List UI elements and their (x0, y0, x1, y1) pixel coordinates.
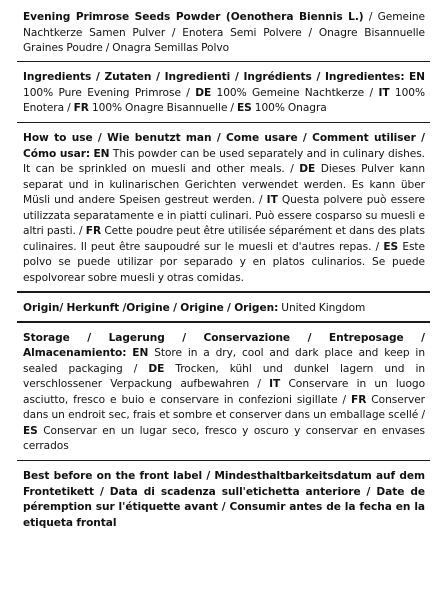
product-name-latin: Evening Primrose Seeds Powder (Oenothera Biennis L.) (23, 11, 364, 23)
storage-heading: Storage / Lagerung / Conservazione / Entreposage / Almacenamiento: (23, 331, 425, 359)
lang-code-es: ES (383, 240, 399, 253)
lang-code-en: EN (132, 347, 149, 359)
lang-code-de: DE (148, 362, 165, 375)
usage-it: Questa polvere può essere utilizzata separatamente e in piatti culinari. Può essere cosparso su muesli e altri pasti. / (23, 194, 425, 237)
lang-code-it: IT (266, 194, 278, 206)
best-before-text: Best before on the front label / Mindesthaltbarkeitsdatum auf dem Frontetikett / Data di scadenza sull'etichetta anteriore / Date de péremption sur l'étiquette avant / Consumir antes de la fecha en la etiqueta frontal (23, 470, 425, 529)
lang-code-it: IT (378, 86, 390, 99)
storage-fr: Conserver dans un endroit sec, frais et sombre et conserver dans un emballage scellé / (23, 393, 425, 421)
ingredients-es: 100% Onagra (251, 102, 327, 114)
best-before-section (8, 461, 439, 536)
product-name-section (8, 6, 439, 61)
lang-code-it: IT (269, 378, 281, 390)
lang-code-en: EN (93, 147, 110, 160)
origin-section (8, 293, 439, 322)
ingredients-de: 100% Gemeine Nachtkerze / (211, 86, 379, 99)
lang-code-de: DE (299, 163, 316, 175)
storage-de: Trocken, kühl und dunkel lagern und in verschlossener Verpackung aufbewahren / (23, 362, 426, 390)
lang-code-es: ES (236, 102, 252, 114)
usage-en: This powder can be used separately and in culinary dishes. It can be sprinkled on muesli and other meals. / (23, 147, 425, 175)
usage-fr: Cette poudre peut être utilisée séparément et dans des plats culinaires. Il peut être saupoudré sur le muesli et d'autres repas. / (23, 225, 426, 253)
product-label (8, 6, 439, 536)
origin-value: United Kingdom (278, 301, 366, 314)
origin-heading: Origin/ Herkunft /Origine / Origine / Origen: (23, 301, 279, 314)
lang-code-de: DE (195, 86, 212, 99)
lang-code-en: EN (408, 71, 425, 83)
lang-code-es: ES (23, 424, 38, 437)
storage-es: Conservar en un lugar seco, fresco y oscuro y conservar en envases cerrados (23, 424, 425, 452)
storage-it: Conservare in un luogo asciutto, fresco e buio e conservare in confezioni sigillate / (23, 378, 426, 406)
lang-code-fr: FR (351, 393, 367, 406)
usage-es: Este polvo se puede utilizar por separado y en platos culinarios. Se puede espolvorear sobre muesli y otras comidas. (23, 240, 425, 284)
storage-section (8, 323, 439, 460)
ingredients-en: 100% Pure Evening Primrose / (23, 86, 196, 99)
product-name-translations: / Gemeine Nachtkerze Samen Pulver / Enotera Semi Polvere / Onagre Bisannuelle Graines Poudre / Onagra Semillas Polvo (23, 11, 425, 54)
usage-heading: How to use / Wie benutzt man / Come usare / Comment utiliser / Cómo usar: (23, 132, 425, 160)
lang-code-fr: FR (85, 225, 102, 237)
storage-en: Store in a dry, cool and dark place and keep in sealed packaging / (23, 347, 425, 375)
usage-section (8, 123, 439, 291)
ingredients-fr: 100% Onagre Bisannuelle / (88, 102, 237, 114)
usage-de: Dieses Pulver kann separat und in kulinarischen Gerichten verwendet werden. Es kann über Müsli und andere Speisen gestreut werden. / (23, 163, 425, 206)
ingredients-it: 100% Enotera / (23, 86, 425, 114)
lang-code-fr: FR (73, 102, 89, 114)
ingredients-section (8, 62, 439, 122)
ingredients-heading: Ingredients / Zutaten / Ingredienti / Ingrédients / Ingredientes: (23, 71, 405, 83)
